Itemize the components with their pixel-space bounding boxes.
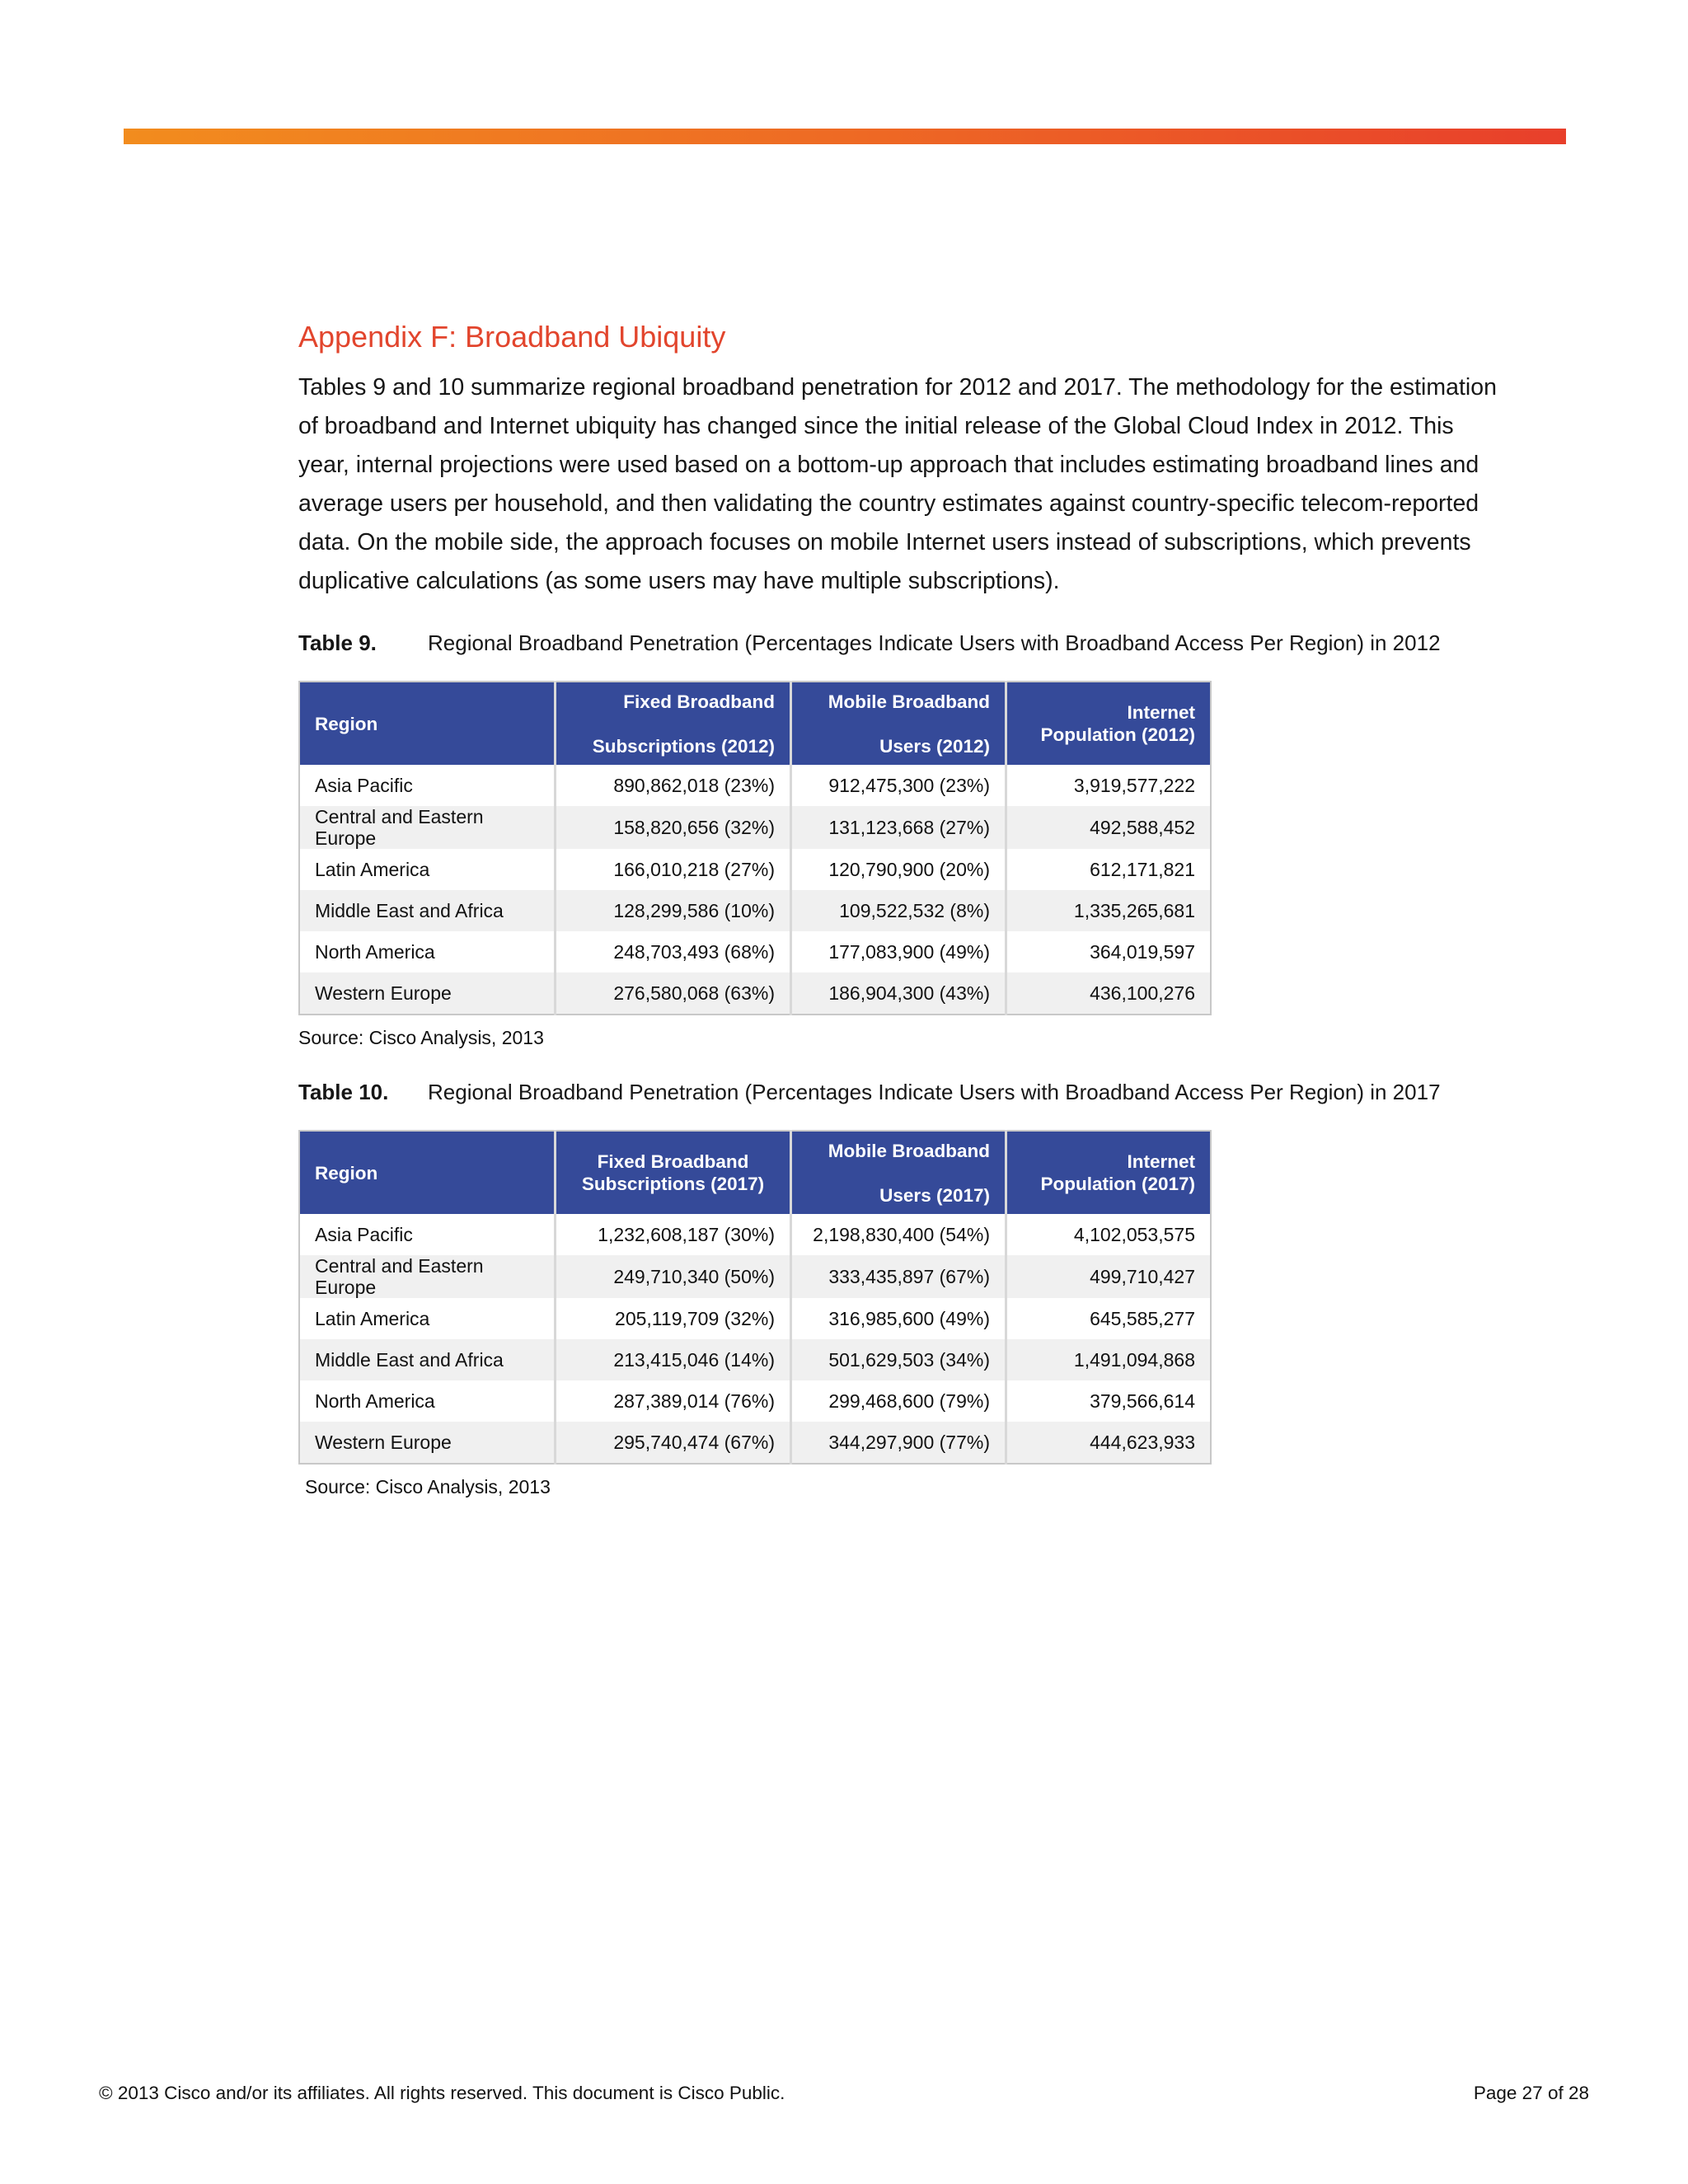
cell-fixed: 128,299,586 (10%) <box>556 890 791 931</box>
table-row <box>299 1214 1211 1255</box>
cell-mobile: 333,435,897 (67%) <box>791 1255 1006 1298</box>
table-header-row <box>299 682 1211 765</box>
cell-region: North America <box>299 1380 556 1422</box>
cell-region: Central and Eastern Europe <box>299 806 556 849</box>
cell-internet: 1,335,265,681 <box>1006 890 1212 931</box>
cell-fixed: 205,119,709 (32%) <box>556 1298 791 1339</box>
cell-mobile: 344,297,900 (77%) <box>791 1422 1006 1464</box>
cell-fixed: 249,710,340 (50%) <box>556 1255 791 1298</box>
cell-mobile: 299,468,600 (79%) <box>791 1380 1006 1422</box>
cell-internet: 612,171,821 <box>1090 859 1195 880</box>
cell-mobile: 177,083,900 (49%) <box>791 931 1006 972</box>
cell-internet: 3,919,577,222 <box>1073 775 1195 796</box>
cell-mobile: 2,198,830,400 (54%) <box>791 1214 1006 1255</box>
cell-fixed: 276,580,068 (63%) <box>556 972 791 1015</box>
cell-fixed: 213,415,046 (14%) <box>556 1339 791 1380</box>
cell-region: Western Europe <box>299 1422 556 1464</box>
cell-fixed: 1,232,608,187 (30%) <box>556 1214 791 1255</box>
table-row <box>299 1298 1211 1339</box>
header-mobile: Mobile Broadband Users (2012) <box>791 682 1006 765</box>
cell-mobile: 109,522,532 (8%) <box>791 890 1006 931</box>
cell-region: Western Europe <box>299 972 556 1015</box>
table-9-caption <box>298 629 1526 657</box>
cell-fixed: 287,389,014 (76%) <box>556 1380 791 1422</box>
table-row <box>299 1380 1211 1422</box>
table-row <box>299 1422 1211 1464</box>
cell-region: Asia Pacific <box>299 1214 556 1255</box>
table-row <box>299 765 1211 806</box>
cell-mobile: 912,475,300 (23%) <box>791 765 1006 806</box>
cell-fixed: 248,703,493 (68%) <box>556 931 791 972</box>
intro-paragraph: Tables 9 and 10 summarize regional broadband penetration for 2012 and 2017. The methodology for the estimation of broadband and Internet ubiquity has changed since the initial release of the Global Cloud Index in 2012. This year, internal projections were used based on a bottom-up approach that includes estimating broadband lines and average users per household, and then validating the country estimates against country-specific telecom-reported data. On the mobile side, the approach focuses on mobile Internet users instead of subscriptions, which prevents duplicative calculations (as some users may have multiple subscriptions). <box>298 374 1497 594</box>
header-mobile: Mobile Broadband Users (2017) <box>791 1131 1006 1214</box>
cell-fixed: 158,820,656 (32%) <box>556 806 791 849</box>
cell-internet: 1,491,094,868 <box>1006 1339 1212 1380</box>
cell-mobile: 131,123,668 (27%) <box>791 806 1006 849</box>
table-row <box>299 1339 1211 1380</box>
header-fixed: Fixed Broadband Subscriptions (2017) <box>556 1131 791 1214</box>
cell-mobile: 316,985,600 (49%) <box>791 1298 1006 1339</box>
header-internet: Internet Population (2012) <box>1006 682 1212 765</box>
cell-internet: 492,588,452 <box>1006 806 1212 849</box>
table-10 <box>298 1130 1212 1465</box>
cell-internet: 4,102,053,575 <box>1073 1224 1195 1245</box>
appendix-title: Appendix F: Broadband Ubiquity <box>298 320 726 354</box>
table-10-caption <box>298 1078 1526 1106</box>
table-row <box>299 1255 1211 1298</box>
cell-internet: 645,585,277 <box>1090 1308 1195 1329</box>
cell-mobile: 120,790,900 (20%) <box>791 849 1006 890</box>
cell-region: Asia Pacific <box>299 765 556 806</box>
table-row <box>299 972 1211 1015</box>
table-caption-text: Regional Broadband Penetration (Percentages Indicate Users with Broadband Access Per Region) in 2012 <box>428 630 1441 655</box>
table-10-source: Source: Cisco Analysis, 2013 <box>305 1476 551 1497</box>
cell-internet: 499,710,427 <box>1006 1255 1212 1298</box>
cell-mobile: 186,904,300 (43%) <box>791 972 1006 1015</box>
cell-region: Middle East and Africa <box>299 1339 556 1380</box>
cell-fixed: 295,740,474 (67%) <box>556 1422 791 1464</box>
header-fixed: Fixed Broadband Subscriptions (2012) <box>556 682 791 765</box>
table-9 <box>298 681 1212 1015</box>
cell-region: Latin America <box>299 1298 556 1339</box>
header-accent-bar <box>124 129 1566 144</box>
table-row <box>299 890 1211 931</box>
table-header-row <box>299 1131 1211 1214</box>
cell-fixed: 890,862,018 (23%) <box>556 765 791 806</box>
cell-region: Latin America <box>299 849 556 890</box>
cell-region: Middle East and Africa <box>299 890 556 931</box>
table-row <box>299 806 1211 849</box>
page-footer <box>99 2083 1589 2104</box>
cell-internet: 436,100,276 <box>1006 972 1212 1015</box>
cell-region: Central and Eastern Europe <box>299 1255 556 1298</box>
table-number: Table 10. <box>298 1080 389 1104</box>
table-caption-text: Regional Broadband Penetration (Percentages Indicate Users with Broadband Access Per Region) in 2017 <box>428 1080 1441 1104</box>
header-region: Region <box>299 682 556 765</box>
cell-internet: 444,623,933 <box>1006 1422 1212 1464</box>
table-row <box>299 931 1211 972</box>
cell-fixed: 166,010,218 (27%) <box>556 849 791 890</box>
appendix-section <box>298 317 1526 1499</box>
table-9-source: Source: Cisco Analysis, 2013 <box>298 1027 544 1048</box>
cell-region: North America <box>299 931 556 972</box>
table-row <box>299 849 1211 890</box>
copyright-notice: © 2013 Cisco and/or its affiliates. All rights reserved. This document is Cisco Public. <box>99 2083 785 2103</box>
cell-internet: 379,566,614 <box>1090 1390 1195 1412</box>
cell-mobile: 501,629,503 (34%) <box>791 1339 1006 1380</box>
page-number: Page 27 of 28 <box>1473 2083 1589 2103</box>
header-region: Region <box>299 1131 556 1214</box>
cell-internet: 364,019,597 <box>1090 941 1195 963</box>
table-number: Table 9. <box>298 630 377 655</box>
header-internet: Internet Population (2017) <box>1006 1131 1212 1214</box>
